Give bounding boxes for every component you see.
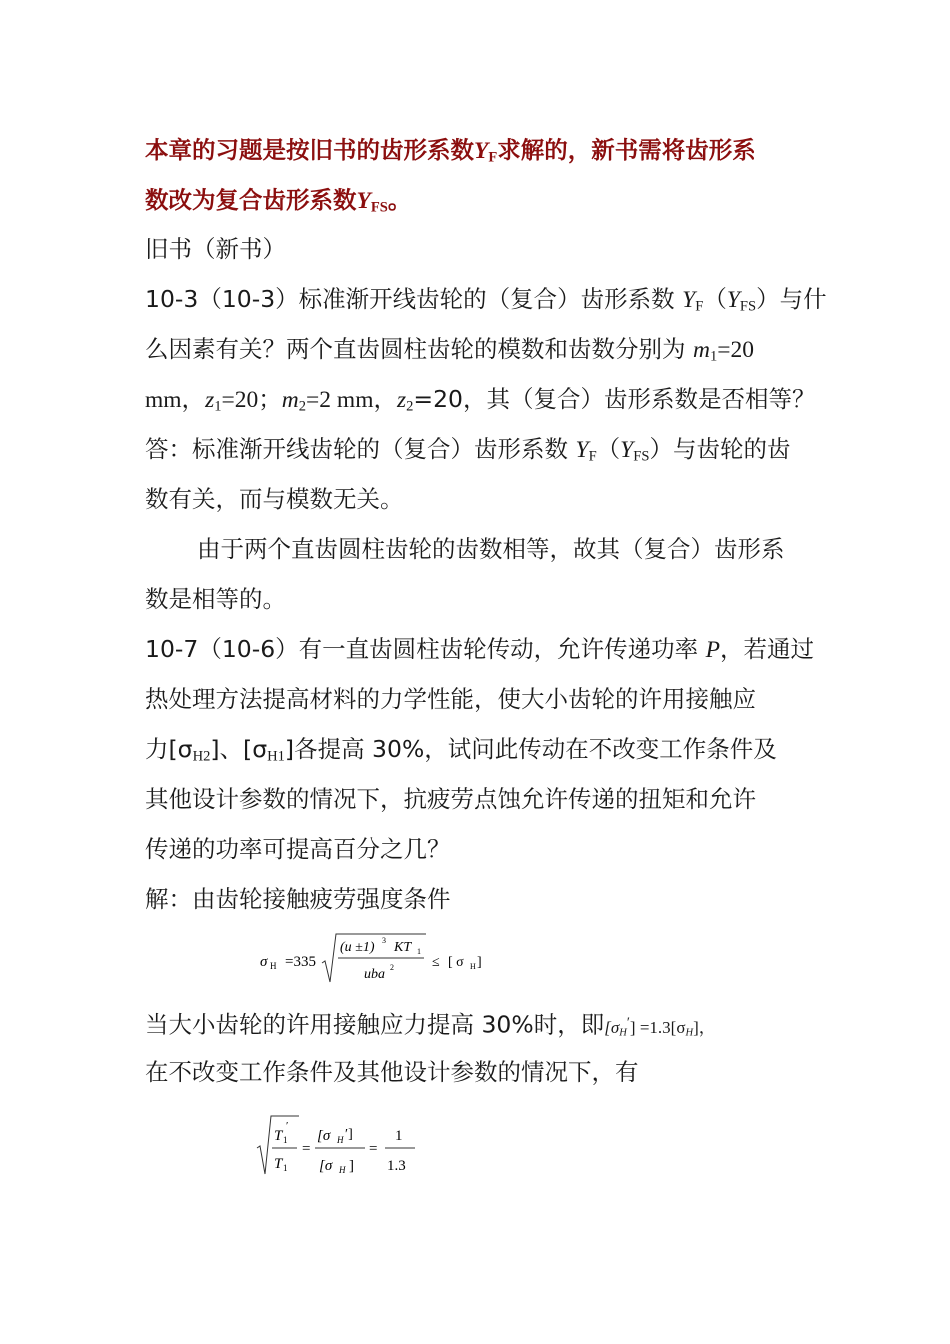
subscript-h: H: [337, 1135, 344, 1145]
subscript: FS: [633, 448, 650, 465]
torque-new: T: [274, 1128, 283, 1144]
notice-text: 数改为复合齿形系数: [145, 186, 357, 214]
symbol-y: Y: [474, 138, 489, 164]
symbol-y: Y: [356, 188, 371, 214]
a1-line-3: 由于两个直齿圆柱齿轮的齿数相等，故其（复合）齿形系: [197, 535, 785, 563]
symbol-y: Y: [682, 287, 696, 313]
subscript-h: H: [685, 1027, 694, 1039]
formula-torque-ratio: [255, 1112, 425, 1182]
q1-text: =20；: [221, 387, 282, 413]
formula-end: ]，: [693, 1017, 716, 1037]
prime: ′: [626, 1014, 630, 1030]
old-new-label: 旧书（新书）: [145, 235, 286, 263]
subscript-h: H: [270, 961, 277, 971]
q2-line-3: [145, 734, 777, 772]
q2-text: 力[σ: [145, 735, 193, 763]
subscript: 1: [283, 1135, 288, 1145]
q2-text: 当大小齿轮的许用接触应力提高 30%时，即: [145, 1010, 605, 1039]
coefficient: =335: [285, 954, 316, 970]
a1-line-1: [145, 434, 790, 472]
q2-line-2: 热处理方法提高材料的力学性能，使大小齿轮的许用接触应: [145, 685, 756, 713]
q1-text: ）与什: [756, 285, 827, 313]
a1-line-2: 数有关，而与模数无关。: [145, 485, 404, 513]
inline-formula: [604, 1014, 716, 1039]
numerator: (u ±1): [340, 940, 375, 955]
notice-text: 。: [387, 186, 412, 214]
kt-symbol: KT: [394, 940, 412, 955]
q1-line-3: [145, 384, 816, 422]
torque-old: T: [274, 1156, 283, 1172]
subscript-fs: FS: [370, 199, 388, 216]
notice-line-2: [145, 185, 411, 223]
symbol-m: m: [281, 387, 299, 413]
ratio-numerator: 1: [395, 1128, 403, 1144]
a1-text: （: [596, 435, 621, 463]
q2-text: ，若通过: [720, 635, 814, 663]
symbol-y: Y: [726, 287, 740, 313]
subscript-f: F: [488, 149, 498, 166]
symbol-m: m: [692, 337, 710, 363]
subscript: H2: [192, 748, 211, 765]
subscript: F: [695, 298, 704, 315]
new-allowable-stress: [σ: [317, 1128, 331, 1144]
notice-text: 本章的习题是按旧书的齿形系数: [145, 136, 474, 164]
formula-mid: ] =1.3[σ: [629, 1017, 686, 1037]
q2-line-5: 传递的功率可提高百分之几？: [145, 835, 451, 863]
a1-text: 答：标准渐开线齿轮的（复合）齿形系数: [145, 435, 576, 463]
solution-intro: 解：由齿轮接触疲劳强度条件: [145, 885, 451, 913]
q1-line-2: [145, 334, 754, 372]
formula-contact-stress-svg: [258, 930, 498, 988]
subscript: 1: [417, 947, 421, 956]
bracket: ′]: [345, 1127, 353, 1142]
q1-text: 么因素有关？两个直齿圆柱齿轮的模数和齿数分别为: [145, 335, 693, 363]
ratio-denominator: 1.3: [387, 1158, 406, 1174]
q2-line-1: [145, 634, 814, 665]
subscript: 2: [298, 398, 307, 415]
q1-text: （: [703, 285, 727, 313]
q1-text: mm，: [145, 387, 206, 413]
equals-sign: =: [369, 1141, 378, 1157]
subscript: 1: [283, 1163, 288, 1173]
q1-text: =2 mm，: [306, 387, 397, 413]
subscript: 1: [214, 398, 222, 415]
q2-text: 10-7（10-6）有一直齿圆柱齿轮传动，允许传递功率: [145, 635, 706, 663]
symbol-y: Y: [620, 437, 634, 463]
le-sign: ≤: [432, 955, 440, 970]
symbol-z: z: [396, 387, 407, 413]
allowable-stress: [ σ: [448, 955, 464, 970]
old-allowable-stress: [σ: [319, 1158, 333, 1174]
notice-line-1: [145, 135, 756, 173]
symbol-y: Y: [575, 437, 589, 463]
sigma-symbol: σ: [260, 954, 268, 970]
q2-line-7: 在不改变工作条件及其他设计参数的情况下，有: [145, 1058, 639, 1086]
notice-text: 求解的，新书需将齿形系: [497, 136, 756, 164]
symbol-z: z: [205, 387, 215, 413]
q2-line-4: 其他设计参数的情况下，抗疲劳点蚀允许传递的扭矩和允许: [145, 785, 756, 813]
bracket: ]: [477, 955, 482, 970]
a1-text: ）与齿轮的齿: [649, 435, 791, 463]
subscript-h: H: [339, 1165, 346, 1175]
exponent: 2: [390, 963, 394, 972]
prime: ′: [286, 1120, 289, 1132]
q1-line-1: [145, 284, 827, 322]
subscript: FS: [739, 298, 757, 315]
formula-torque-ratio-svg: [255, 1112, 425, 1182]
symbol-p: P: [705, 637, 720, 663]
exponent: 3: [382, 936, 386, 945]
q1-text: =20，其（复合）齿形系数是否相等？: [413, 385, 816, 413]
q2-text: ]、[σ: [210, 735, 268, 763]
subscript: 2: [406, 398, 414, 415]
subscript: 1: [709, 348, 718, 365]
subscript: H1: [267, 748, 285, 765]
q2-line-6: [145, 1007, 716, 1048]
a1-line-4: 数是相等的。: [145, 585, 286, 613]
subscript-h: H: [470, 962, 476, 971]
q1-text: =20: [717, 337, 755, 363]
bracket: ]: [349, 1158, 354, 1174]
sigma-symbol: [σ: [604, 1017, 620, 1037]
subscript: F: [588, 448, 597, 465]
denominator: uba: [364, 967, 385, 982]
q2-text: ]各提高 30%，试问此传动在不改变工作条件及: [284, 735, 777, 763]
formula-contact-stress: [258, 930, 498, 988]
subscript-h: H: [619, 1027, 627, 1039]
q1-text: 10-3（10-3）标准渐开线齿轮的（复合）齿形系数: [145, 285, 683, 313]
equals-sign: =: [302, 1141, 311, 1157]
